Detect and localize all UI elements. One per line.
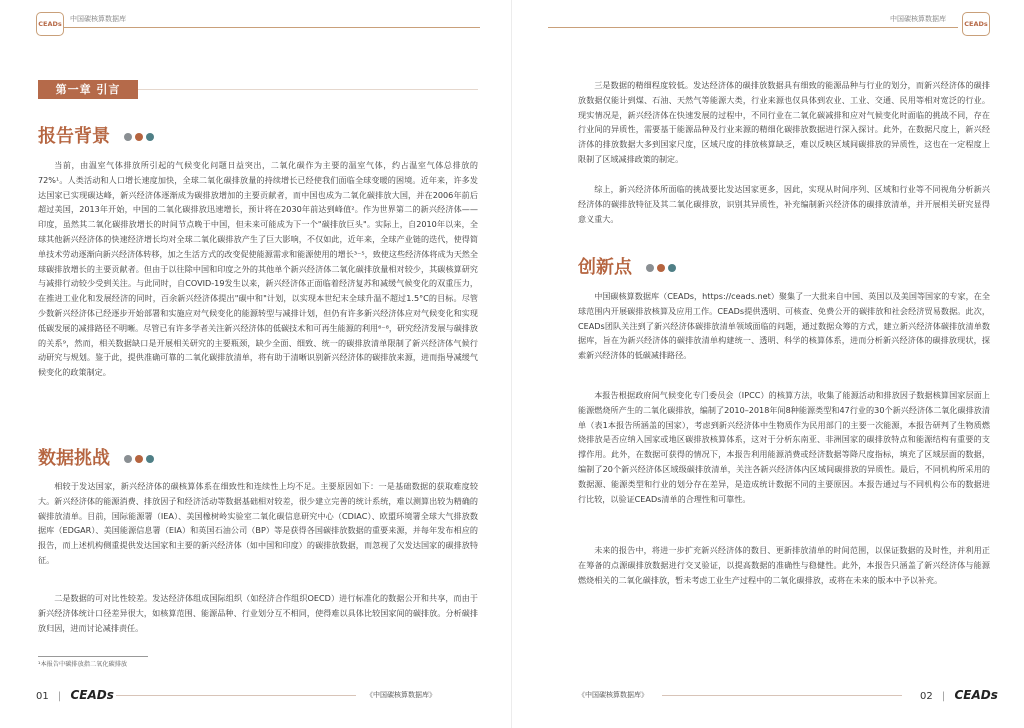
innovation-paragraph-3: 未来的报告中，将进一步扩充新兴经济体的数目、更新排放清单的时间范围，以保证数据的及时性，并利用正在筹备的点源碳排放数据进行交叉验证，以提高数据的准确性与稳健性。此外，本报告只涵盖了新兴经济体与能源燃烧相关的二氧化碳排放，暂未考虑工业生产过程中的二氧化碳排放，或将在未来的版本中予以补充。 xyxy=(578,545,990,585)
footer-title: 《中国碳核算数据库》 xyxy=(578,691,648,699)
footer-left: 01 | CEADs xyxy=(36,688,114,702)
section-title-text: 报告背景 xyxy=(38,126,110,147)
footer-title: 《中国碳核算数据库》 xyxy=(366,691,436,699)
header-title-left xyxy=(70,14,126,34)
intro-paragraph-2: 综上，新兴经济体所面临的挑战要比发达国家更多，因此，实现从时间序列、区域和行业等不同视角分析新兴经济体的碳排放特征及其二氧化碳排放，识别其异质性，补充编制新兴经济体的碳排放清单，并开展相关研究显得意义重大。 xyxy=(578,184,990,224)
section-title-background xyxy=(38,125,154,149)
header-rule xyxy=(548,27,958,28)
section-title-innovation xyxy=(578,256,676,280)
background-paragraph: 当前，由温室气体排放所引起的气候变化问题日益突出，二氧化碳作为主要的温室气体，约占温室气体总排放的72%¹。人类活动和人口增长速度加快，全球二氧化碳排放量的持续增长已经使我们面临全球变暖的困境。近年来，许多发达国家已实现碳达峰，新兴经济体逐渐成为碳排放增加的主要贡献者，而中国也成为二氧化碳排放大国，并在2006年前后超过美国，2013年开始，中国的二氧化碳排放迅速增长，预计将在2030年前达到峰值²。作为世界第二的新兴经济体——印度，虽然其二氧化碳排放增长的时间节点晚于中国，但未来可能成为下一个"碳排放巨头"。实际上，自2010年以来，全球其他新兴经济体的快速经济增长均对全球二氧化碳排放产生了巨大影响，不仅如此，近年来，全球产业链的迭代，使得简单技术劳动逐渐向新兴经济体转移，加之生活方式的改变促使能源需求和能源使用的增长³⁻⁵，致使这些经济体将成为天然全球碳排放增长的主要贡献者。但由于以往除中国和印度之外的其他单个新兴经济体二氧化碳排放量相对较少，其碳核算研究与减排行动较少受到关注。与此同时，自COVID-19发生以来，新兴经济体正面临着经济复苏和减缓气候变化的双重压力，在推进工业化和发展经济的同时，百余新兴经济体提出"碳中和"计划，以实现本世纪末全球升温不超过1.5°C的目标。尽管少数新兴经济体已经逐步开始部署和实施应对气候变化的能源转型与减排计划，但仍有许多新兴经济体应对气候变化和实现低碳发展的减排路径不明晰。尽管已有许多学者关注新兴经济体的低碳技术和可再生能源的利用⁶⁻⁸，研究经济发展与碳排放的关系⁹，然而，相关数据缺口是开展相关研究的主要瓶颈，缺少全面、细致、统一的碳排放清单限制了新兴经济体气候行动研究与规划。鉴于此，提供准确可靠的二氧化碳排放清单，将有助于清晰识别新兴经济体的碳排放来源，进而指导减缓气候变化的政策制定。 xyxy=(38,160,478,378)
footer-brand: CEADs xyxy=(954,688,998,702)
innovation-paragraph-1: 中国碳核算数据库（CEADs，https://ceads.net）聚集了一大批来自中国、英国以及美国等国家的专家，在全球范围内开展碳排放核算及应用工作。CEADs提供透明、可核查、免费公开的碳排放和社会经济贸易数据。此次，CEADs团队关注到了新兴经济体碳排放清单领域面临的问题，通过数据众筹的方式，建立新兴经济体碳排放清单数据库，旨在为新兴经济体的碳排放清单构建统一、透明、科学的核算体系，进而分析新兴经济体的碳排放现状，探索新兴经济体的低碳减排路径。 xyxy=(578,291,990,361)
chapter-label: 第一章 引言 xyxy=(38,80,138,99)
challenge-paragraph-1: 相较于发达国家，新兴经济体的碳核算体系在细致性和连续性上均不足。主要原因如下：一是基础数据的获取难度较大。新兴经济体的能源消费、排放因子和经济活动等数据基础相对较差，很少建立完善的统计系统，难以测算出较为精确的碳排放清单。目前，国际能源署（IEA）、美国橡树岭实验室二氧化碳信息研究中心（CDIAC）、欧盟环境署全球大气排放数据库（EDGAR）、美国能源信息署（EIA）和英国石油公司（BP）等是获得各国碳排放数据的重要来源，并每年发布相应的报告，而上述机构侧重提供发达国家和主要的新兴经济体（如中国和印度）的碳排放数据，而忽视了欠发达国家的碳排放特征。 xyxy=(38,481,478,565)
decorative-dots-icon xyxy=(124,455,154,463)
logo-text: CEADs xyxy=(964,20,988,28)
header-title-right xyxy=(890,14,946,34)
challenge-paragraph-2: 二是数据的可对比性较差。发达经济体组成国际组织（如经济合作组织OECD）进行标准化的数据公开和共享，而由于新兴经济体统计口径差异很大，如核算范围、能源品种、行业划分互不相同，使得难以具体比较国家间的碳排放。分析碳排放归因，进而讨论减排责任。 xyxy=(38,593,478,633)
footer-rule xyxy=(116,695,356,696)
footer-right: 02 | CEADs xyxy=(920,688,998,702)
section-title-challenge xyxy=(38,447,154,471)
header-rule xyxy=(64,27,480,28)
decorative-dots-icon xyxy=(124,133,154,141)
intro-paragraph-1: 三是数据的精细程度较低。发达经济体的碳排放数据具有细致的能源品种与行业的划分，而新兴经济体的碳排放数据仅能计到煤、石油、天然气等能源大类，行业来源也仅具体到农业、工业、交通、民用等相对宽泛的行业。现实情况是，新兴经济体在快速发展的过程中，不同行业在二氧化碳减排和应对气候变化时面临的挑战不同，存在行业间的异质性，需要基于能源品种及行业来源的精细化碳排放数据进行深入探讨。此外，在数据尺度上，新兴经济体的排放数据大多到国家尺度，区域尺度的排放核算缺乏，难以反映区域间碳排放的异质性，这也在一定程度上限制了区域减排政策的制定。 xyxy=(578,80,990,164)
footnote: ¹本报告中碳排放指二氧化碳排放 xyxy=(38,661,128,668)
footer-rule xyxy=(662,695,902,696)
page-number: 02 xyxy=(920,691,933,702)
footer-brand: CEADs xyxy=(70,688,114,702)
chapter-rule xyxy=(138,89,478,90)
right-page xyxy=(512,0,1024,728)
ceads-logo-icon xyxy=(962,12,990,36)
header-title-text: 中国碳核算数据库 xyxy=(890,15,946,23)
ceads-logo-icon xyxy=(36,12,64,36)
decorative-dots-icon xyxy=(646,264,676,272)
page-number: 01 xyxy=(36,691,49,702)
section-title-text: 创新点 xyxy=(578,257,632,278)
innovation-paragraph-2: 本报告根据政府间气候变化专门委员会（IPCC）的核算方法，收集了能源活动和排放因子数据核算国家层面上能源燃烧所产生的二氧化碳排放，编制了2010–2018年间8种能源类型和47行业的30个新兴经济体二氧化碳排放清单（表1本报告所涵盖的国家），考虑到新兴经济体中生物质作为民用部门的主要一次能源，本报告研判了生物质燃烧排放是否应纳入国家或地区碳排放核算体系，这对于分析东南亚、非洲国家的碳排放特点和能源结构有重要的支撑作用。此外，在数据可获得的情况下，本报告利用能源消费或经济数据等降尺度指标，填充了区域层面的数据，编制了20个新兴经济体区域级碳排放清单，关注各新兴经济体内区域间碳排放的异质性。最后，不同机构所采用的数据源、能源类型和行业的划分存在差异，是造成统计数据不同的主要原因。本报告通过与不同机构公布的数据进行比较，以验证CEADs清单的合理性和可靠性。 xyxy=(578,390,990,504)
header-title-text: 中国碳核算数据库 xyxy=(70,15,126,23)
footnote-rule xyxy=(38,656,148,657)
logo-text: CEADs xyxy=(38,20,62,28)
section-title-text: 数据挑战 xyxy=(38,448,110,469)
